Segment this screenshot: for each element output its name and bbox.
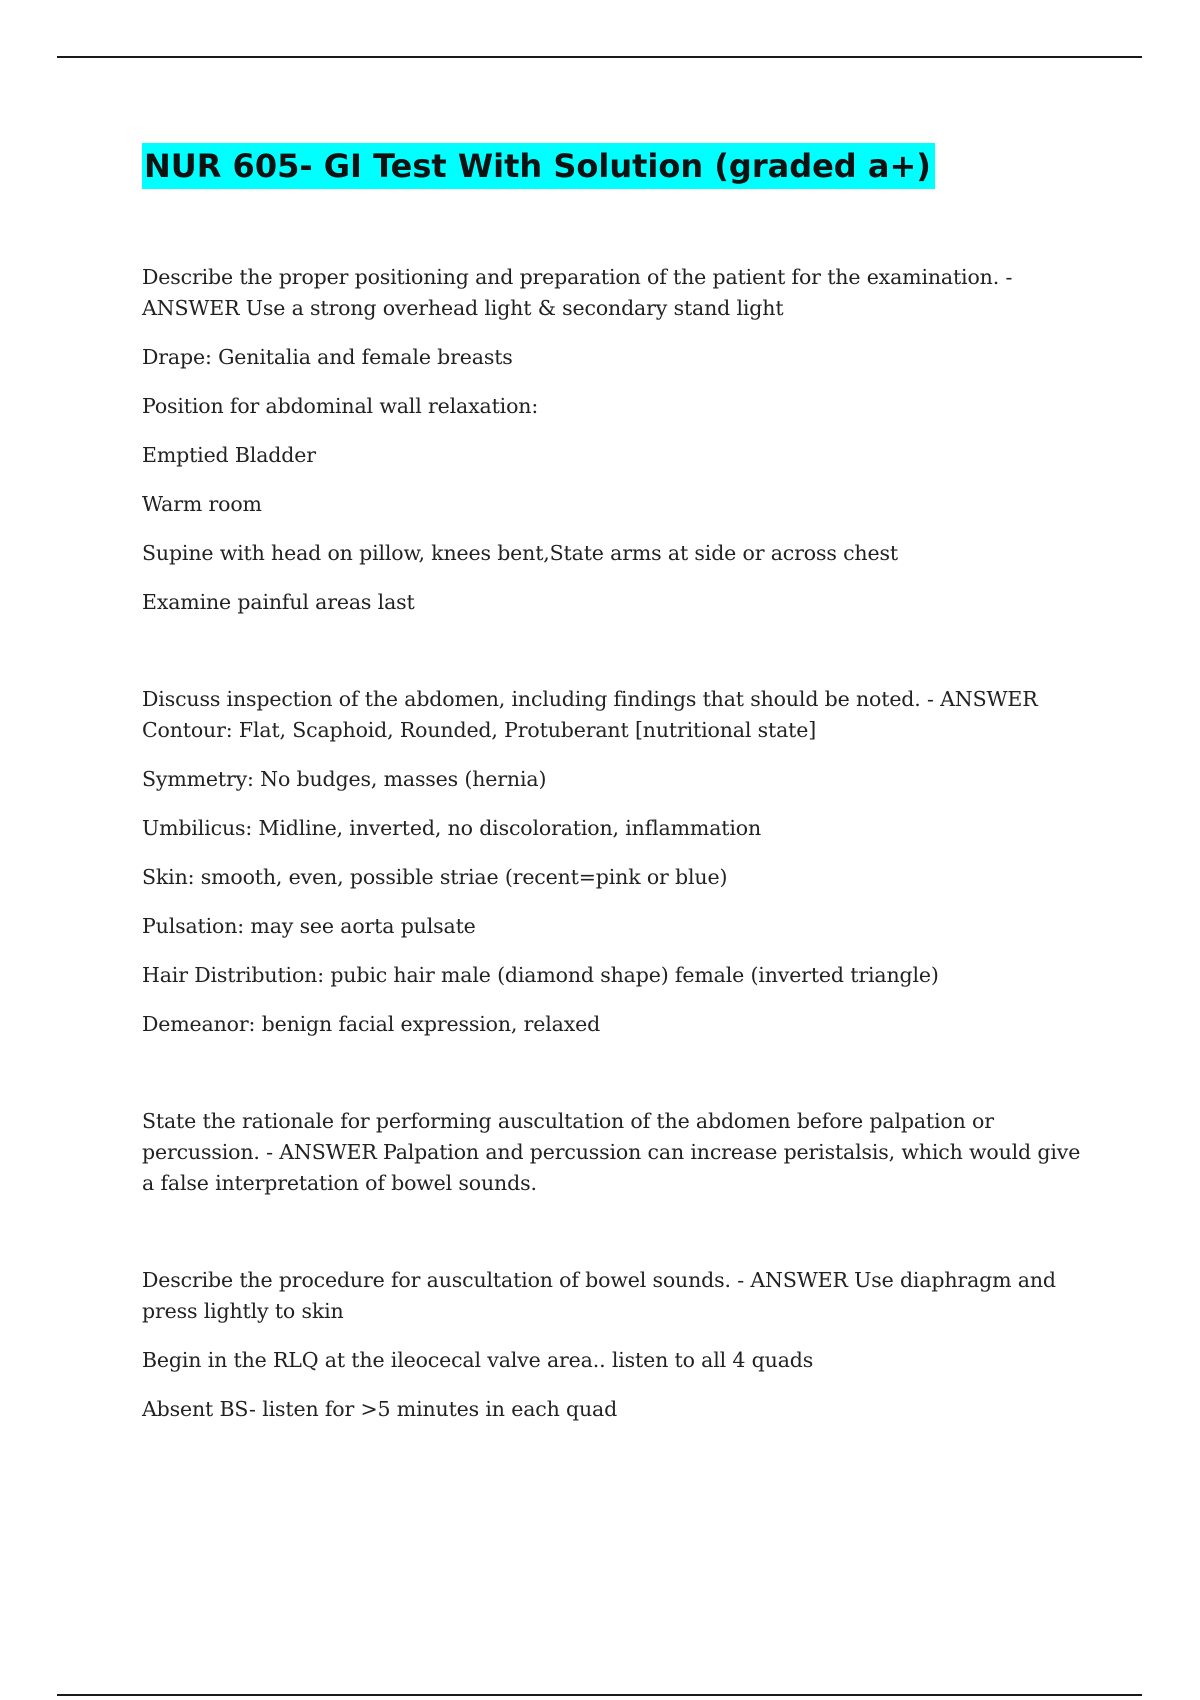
answer-paragraph: Drape: Genitalia and female breasts [142, 345, 513, 369]
qa-section-positioning [142, 262, 1092, 618]
title-block [142, 143, 935, 189]
footer-rule [57, 1694, 1142, 1696]
question-paragraph: State the rationale for performing auscultation of the abdomen before palpation or percussion. - ANSWER Palpation and percussion can increase peristalsis, which would give a false interpretation of bowel sounds. [142, 1109, 1087, 1195]
document-body [142, 262, 1092, 1425]
answer-paragraph: Symmetry: No budges, masses (hernia) [142, 767, 547, 791]
document-title: NUR 605- GI Test With Solution (graded a+) [142, 143, 935, 189]
answer-paragraph: Pulsation: may see aorta pulsate [142, 914, 476, 938]
answer-paragraph: Skin: smooth, even, possible striae (recent=pink or blue) [142, 865, 728, 889]
answer-paragraph: Absent BS- listen for >5 minutes in each quad [142, 1397, 618, 1421]
answer-paragraph: Examine painful areas last [142, 590, 415, 614]
answer-paragraph: Warm room [142, 492, 262, 516]
question-paragraph: Describe the proper positioning and preparation of the patient for the examination. - ANSWER Use a strong overhead light & secondary stand light [142, 265, 1019, 320]
answer-paragraph: Emptied Bladder [142, 443, 316, 467]
question-paragraph: Discuss inspection of the abdomen, including findings that should be noted. - ANSWER Contour: Flat, Scaphoid, Rounded, Protuberant [nutritional state] [142, 687, 1044, 742]
answer-paragraph: Supine with head on pillow, knees bent,State arms at side or across chest [142, 541, 898, 565]
answer-paragraph: Umbilicus: Midline, inverted, no discoloration, inflammation [142, 816, 762, 840]
header-rule [57, 56, 1142, 58]
answer-paragraph: Begin in the RLQ at the ileocecal valve area.. listen to all 4 quads [142, 1348, 814, 1372]
answer-paragraph: Position for abdominal wall relaxation: [142, 394, 539, 418]
qa-section-auscultation-rationale [142, 1106, 1092, 1199]
answer-paragraph: Hair Distribution: pubic hair male (diamond shape) female (inverted triangle) [142, 963, 939, 987]
question-paragraph: Describe the procedure for auscultation of bowel sounds. - ANSWER Use diaphragm and press lightly to skin [142, 1268, 1063, 1323]
qa-section-inspection [142, 684, 1092, 1040]
answer-paragraph: Demeanor: benign facial expression, relaxed [142, 1012, 601, 1036]
qa-section-bowel-sounds [142, 1265, 1092, 1425]
